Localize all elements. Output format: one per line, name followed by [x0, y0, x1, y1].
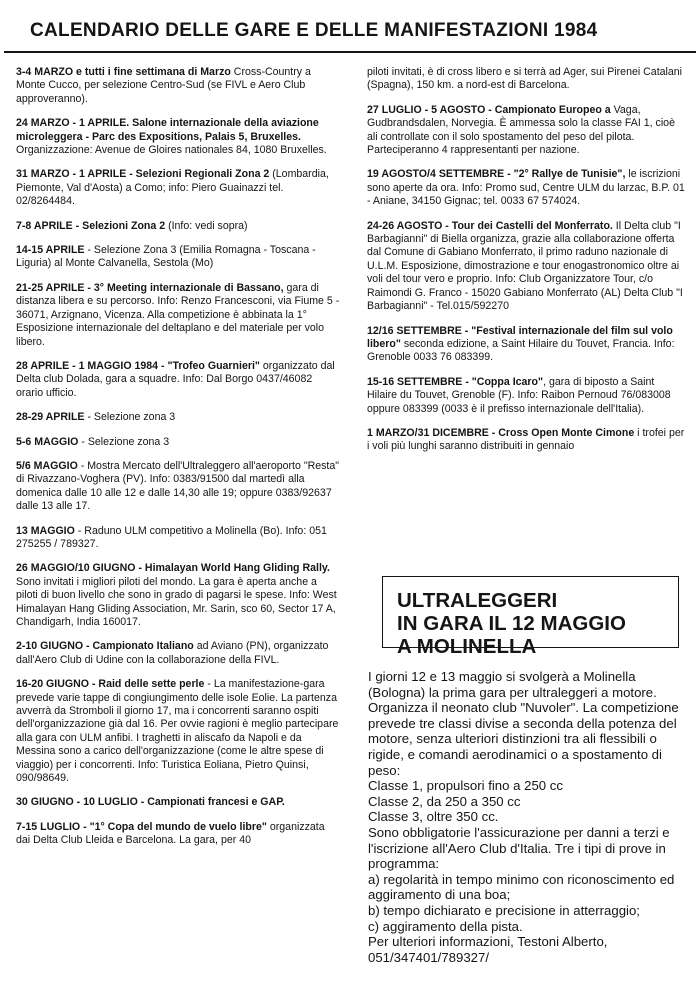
- calendar-entry: [16, 282, 341, 349]
- entry-date: 1 MARZO/31 DICEMBRE - Cross Open Monte Cimone: [367, 426, 635, 439]
- entry-date: 5-6 MAGGIO: [16, 435, 79, 448]
- calendar-entry: [367, 104, 685, 158]
- entry-date: 7-15 LUGLIO - "1° Copa del mundo de vuelo libre": [16, 820, 267, 833]
- entry-text: organizzata dai Delta Club Lleida e Barcelona. La gara, per 40: [16, 820, 325, 847]
- calendar-entry: [367, 66, 685, 93]
- article-trial-b: b) tempo dichiarato e precisione in atterraggio;: [368, 902, 640, 918]
- calendar-entry: [16, 436, 341, 449]
- entry-date: 14-15 APRILE: [16, 244, 85, 257]
- article-trial-c: c) aggiramento della pista.: [368, 918, 523, 934]
- calendar-entry: [16, 168, 341, 208]
- entry-text: Il Delta club "I Barbagianni" di Biella organizza, grazie alla collaborazione offerta dal Comune di Gabiano Monferrato, il primo raduno nazionale di U.L.M. Esposizione, dimostrazione e tour enogastronomico oltre ai voli del tour vero e proprio. Info: Club Organizzatore Tour, c/o Raimondi G. Franco - 15020 Gabiano Monferrato (AL) Delta Club "I Barbagianni" - Tel.015/592270: [367, 219, 683, 313]
- entry-date: 16-20 GIUGNO - Raid delle sette perle: [16, 678, 205, 691]
- calendar-entry: [16, 796, 341, 809]
- entry-date: 28 APRILE - 1 MAGGIO 1984 - "Trofeo Guarnieri": [16, 359, 260, 372]
- entry-text: , gara di biposto a Saint Hilaire du Touvet, Grenoble (F). Info: Raibon Pernoud 76/083008 oppure 083399 (0033 è il prefisso internazionale dell'Italia).: [367, 375, 671, 415]
- article-heading-box: [382, 576, 679, 658]
- calendar-entry: [367, 220, 685, 314]
- entry-text: le iscrizioni sono aperte da ora. Info: Promo sud, Centre ULM du larzac, B.P. 01 - Aniane, 34150 Gignac; tel. 0033 67 574024.: [367, 168, 685, 208]
- article-class-3: Classe 3, oltre 350 cc.: [368, 809, 499, 825]
- calendar-entry: [16, 678, 341, 785]
- entry-date: 3-4 MARZO e tutti i fine settimana di Marzo: [16, 66, 231, 78]
- calendar-entry: [367, 376, 685, 416]
- entry-date: 21-25 APRILE - 3° Meeting internazionale di Bassano,: [16, 281, 284, 294]
- entry-date: 19 AGOSTO/4 SETTEMBRE - "2° Rallye de Tunisie",: [367, 168, 626, 181]
- entry-text: - Selezione zona 3: [84, 411, 176, 424]
- entry-date: 24-26 AGOSTO - Tour dei Castelli del Monferrato.: [367, 219, 613, 232]
- calendar-entry: [367, 168, 685, 208]
- calendar-entry: [16, 360, 341, 400]
- entry-date: 12/16 SETTEMBRE - "Festival internazionale del film sul volo libero": [367, 324, 673, 350]
- entry-date: 15-16 SETTEMBRE - "Coppa Icaro": [367, 375, 544, 388]
- article-insurance: Sono obbligatorie l'assicurazione per danni a terzi e l'iscrizione all'Aero Club d'Italia. Tre i tipi di prove in programma:: [368, 824, 670, 872]
- left-column: [16, 66, 341, 859]
- entry-text: i trofei per i voli più lunghi saranno distribuiti in gennaio: [367, 426, 685, 453]
- entry-date: 24 MARZO - 1 APRILE. Salone internazionale della aviazione microleggera - Parc des Expositions, Palais 5, Bruxelles.: [16, 117, 319, 143]
- entry-date: 13 MAGGIO: [16, 524, 75, 537]
- entry-text: (Info: vedi sopra): [165, 219, 248, 232]
- calendar-entry: [16, 411, 341, 424]
- entry-text: Sono invitati i migliori piloti del mondo. La gara è aperta anche a piloti di buon livello che sono in grado di pagarsi le spese. Info: West Himalayan Hang Gliding Association, Mr. Sarin, sco 60, Sector 17 A, Chandigarh, India 160017.: [16, 575, 337, 628]
- article-contact: Per ulteriori informazioni, Testoni Alberto, 051/347401/789327/: [368, 934, 608, 965]
- calendar-entry: [16, 640, 341, 667]
- calendar-entry: [367, 427, 685, 454]
- calendar-entry: [16, 220, 341, 233]
- calendar-entry: [16, 460, 341, 514]
- calendar-entry: [367, 325, 685, 365]
- entry-text: seconda edizione, a Saint Hilaire du Touvet, Francia. Info: Grenoble 0033 76 083399.: [367, 337, 675, 364]
- article-class-2: Classe 2, da 250 a 350 cc: [368, 793, 521, 809]
- calendar-entry: [16, 244, 341, 271]
- page-title: CALENDARIO DELLE GARE E DELLE MANIFESTAZIONI 1984: [30, 20, 598, 41]
- calendar-entry: [16, 525, 341, 552]
- entry-date: 28-29 APRILE: [16, 411, 85, 424]
- calendar-entry: [16, 117, 341, 157]
- article-body: [368, 669, 686, 965]
- article-intro: I giorni 12 e 13 maggio si svolgerà a Molinella (Bologna) la prima gara per ultraleggeri a motore. Organizza il neonato club "Nuvoler". La competizione prevede tre classi divise a seconda della potenza del motore, senza ulteriori distinzioni tra ali flessibili o rigide, e comandi aerodinamici o a spostamento di peso:: [368, 669, 679, 778]
- entry-date: 30 GIUGNO - 10 LUGLIO - Campionati francesi e GAP.: [16, 796, 285, 809]
- entry-text: piloti invitati, è di cross libero e si terrà ad Ager, sui Pirenei Catalani (Spagna), 150 km. a nord-est di Barcelona.: [367, 66, 683, 92]
- entry-date: 31 MARZO - 1 APRILE - Selezioni Regionali Zona 2: [16, 168, 270, 181]
- entry-date: 27 LUGLIO - 5 AGOSTO - Campionato Europeo a: [367, 103, 611, 116]
- entry-text: gara di distanza libera e su percorso. Info: Renzo Francesconi, via Fiume 5 - 36071, Arzignano, Vicenza. Alla competizione è abbinata la 1° Esposizione internazionale del deltaplano e del materiale per volo libero.: [16, 281, 340, 348]
- entry-text: - Raduno ULM competitivo a Molinella (Bo). Info: 051 275255 / 789327.: [16, 524, 327, 550]
- entry-text: - La manifestazione-gara prevede varie tappe di congiungimento delle isole Eolie. La partenza avverrà da Stromboli il giorno 17, ma i concorrenti saranno ospiti dell'organizzazione già dal 16. Per ovvie ragioni è meglio partecipare alla gara con ULM anfibi. I traghetti in aliscafo da Napoli e da Messina sono a carico dell'organizzazione (come le altre spese di viaggio) per i concorrenti. Info: Turistica Eoliana, Pietro Quinsi, 090/98649.: [16, 678, 339, 785]
- calendar-entry: [16, 821, 341, 848]
- right-column: [367, 66, 685, 465]
- entry-date: 2-10 GIUGNO - Campionato Italiano: [16, 640, 194, 653]
- entry-text: - Mostra Mercato dell'Ultraleggero all'aeroporto "Resta" di Rivazzano-Voghera (PV). Info: 0383/91500 dal martedì alla domenica dalle 10 alle 12 e dalle 14,30 alle 19; oppure 0383/92637 dalle 13 alle 17.: [16, 459, 340, 513]
- entry-date: 26 MAGGIO/10 GIUGNO - Himalayan World Hang Gliding Rally.: [16, 562, 330, 575]
- entry-date: 7-8 APRILE - Selezioni Zona 2: [16, 219, 166, 232]
- entry-text: ad Aviano (PN), organizzato dall'Aero Club di Udine con la collaborazione della FIVL.: [16, 640, 329, 666]
- entry-text: - Selezione zona 3: [78, 435, 170, 448]
- calendar-entry: [16, 562, 341, 629]
- entry-text: Organizzazione: Avenue de Gloires nationales 84, 1080 Bruxelles.: [16, 144, 327, 157]
- title-rule: [4, 51, 696, 53]
- entry-date: 5/6 MAGGIO: [16, 459, 78, 472]
- entry-text: organizzato dal Delta club Dolada, gara a squadre. Info: Dal Borgo 0437/46082 orario ufficio.: [16, 359, 335, 399]
- calendar-entry: [16, 66, 341, 106]
- entry-text: (Lombardia, Piemonte, Val d'Aosta) a Como; info: Piero Guainazzi tel. 02/8264484.: [16, 168, 329, 208]
- entry-text: Vaga, Gudbrandsdalen, Norvegia. È ammessa solo la classe FAI 1, cioè ali controllate con il solo spostamento del peso del pilota. Parteciperanno 4 rappresentanti per nazione.: [367, 103, 675, 157]
- article-class-1: Classe 1, propulsori fino a 250 cc: [368, 778, 563, 794]
- article-heading: ULTRALEGGERI IN GARA IL 12 MAGGIO A MOLINELLA: [397, 589, 626, 658]
- article-trial-a: a) regolarità in tempo minimo con riconoscimento ed aggiramento di una boa;: [368, 871, 675, 903]
- entry-text: - Selezione Zona 3 (Emilia Romagna - Toscana - Liguria) al Monte Calvanella, Sestola (Mo): [16, 244, 316, 270]
- entry-text: Cross-Country a Monte Cucco, per selezione Centro-Sud (se FIVL e Aero Club approveranno).: [16, 66, 311, 105]
